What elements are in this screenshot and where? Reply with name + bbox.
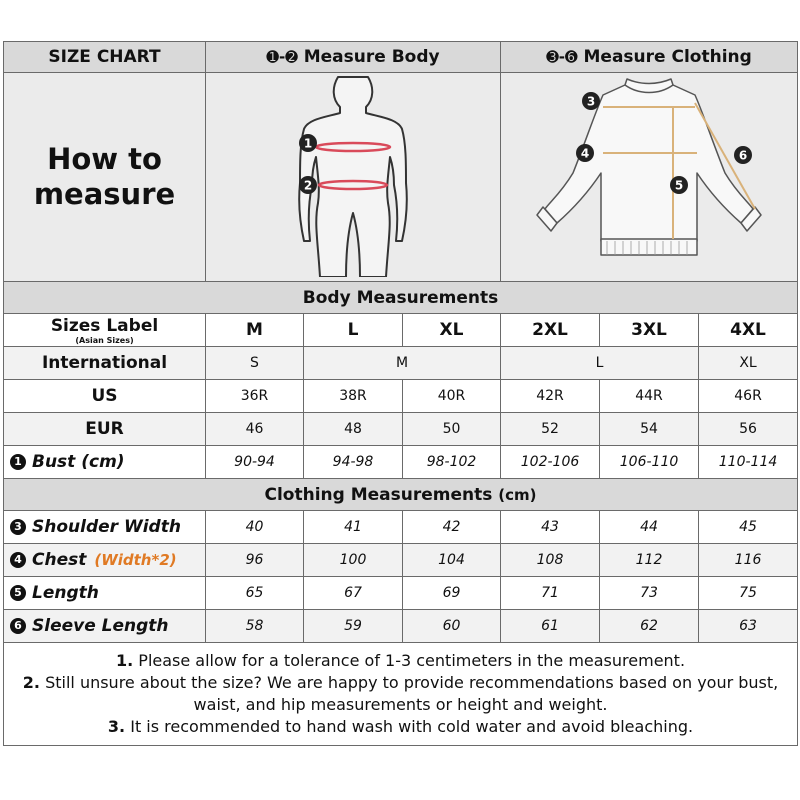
international-value: XL (699, 347, 798, 380)
how-to-measure: How to measure (4, 73, 206, 282)
clothing-measurements-title: Clothing Measurements (cm) (4, 479, 798, 511)
svg-text:5: 5 (674, 178, 684, 193)
size-xl: XL (403, 314, 501, 347)
bust-value: 106-110 (600, 446, 699, 479)
us-value: 46R (699, 380, 798, 413)
body-marker-1 (299, 134, 317, 152)
eur-value: 50 (403, 413, 501, 446)
us-label: US (4, 380, 206, 413)
eur-value: 48 (304, 413, 403, 446)
body-silhouette-icon (208, 73, 498, 277)
svg-text:1: 1 (303, 136, 313, 151)
chest-value: 104 (403, 544, 501, 577)
eur-value: 54 (600, 413, 699, 446)
us-value: 40R (403, 380, 501, 413)
size-chart (3, 41, 797, 759)
sizes-label: Sizes Label (Asian Sizes) (4, 314, 206, 347)
length-value: 69 (403, 577, 501, 610)
bust-row (4, 446, 798, 479)
bust-value: 102-106 (501, 446, 600, 479)
us-row (4, 380, 798, 413)
eur-value: 52 (501, 413, 600, 446)
number-6-icon: 6 (10, 618, 26, 634)
shoulder-value: 41 (304, 511, 403, 544)
international-value: L (501, 347, 699, 380)
chart-title: SIZE CHART (4, 42, 206, 73)
sleeve-label: 6 Sleeve Length (4, 610, 206, 643)
body-measurements-title: Body Measurements (4, 282, 798, 314)
body-figure (206, 73, 501, 282)
eur-value: 56 (699, 413, 798, 446)
notes-row (4, 643, 798, 746)
eur-value: 46 (206, 413, 304, 446)
note-1: 1. Please allow for a tolerance of 1-3 centimeters in the measurement. (115, 651, 686, 670)
sweater-icon (503, 73, 795, 277)
shoulder-value: 45 (699, 511, 798, 544)
shoulder-row (4, 511, 798, 544)
international-label: International (4, 347, 206, 380)
chest-label: 4 Chest (Width*2) (4, 544, 206, 577)
clothing-measurements-band (4, 479, 798, 511)
us-value: 42R (501, 380, 600, 413)
number-3-icon: 3 (10, 519, 26, 535)
chest-value: 108 (501, 544, 600, 577)
chest-value: 96 (206, 544, 304, 577)
measure-body-header: ➊-➋ Measure Body (206, 42, 501, 73)
measure-clothing-header: ➌-➏ Measure Clothing (501, 42, 798, 73)
number-1-icon: 1 (10, 454, 26, 470)
sleeve-value: 61 (501, 610, 600, 643)
chest-value: 116 (699, 544, 798, 577)
size-chart-table (3, 41, 798, 746)
note-2: 2. Still unsure about the size? We are happy to provide recommendations based on your bust, waist, and hip measurements or height and weight. (22, 673, 779, 714)
shoulder-value: 40 (206, 511, 304, 544)
us-value: 44R (600, 380, 699, 413)
length-value: 73 (600, 577, 699, 610)
shoulder-value: 42 (403, 511, 501, 544)
size-l: L (304, 314, 403, 347)
us-value: 36R (206, 380, 304, 413)
length-value: 65 (206, 577, 304, 610)
size-m: M (206, 314, 304, 347)
sleeve-row (4, 610, 798, 643)
sleeve-value: 59 (304, 610, 403, 643)
sleeve-value: 63 (699, 610, 798, 643)
shoulder-value: 43 (501, 511, 600, 544)
body-measurements-band (4, 282, 798, 314)
shoulder-label: 3 Shoulder Width (4, 511, 206, 544)
clothing-marker-4 (576, 144, 594, 162)
body-marker-2 (299, 176, 317, 194)
number-4-icon: 4 (10, 552, 26, 568)
number-5-icon: 5 (10, 585, 26, 601)
sleeve-value: 60 (403, 610, 501, 643)
svg-text:2: 2 (303, 178, 313, 193)
chest-value: 100 (304, 544, 403, 577)
svg-text:6: 6 (738, 148, 748, 163)
bust-value: 110-114 (699, 446, 798, 479)
length-label: 5 Length (4, 577, 206, 610)
chest-note: (Width*2) (94, 551, 177, 569)
clothing-figure (501, 73, 798, 282)
notes (4, 643, 798, 746)
bust-label: 1 Bust (cm) (4, 446, 206, 479)
bust-value: 90-94 (206, 446, 304, 479)
international-value: M (304, 347, 501, 380)
clothing-marker-3 (582, 92, 600, 110)
chest-row (4, 544, 798, 577)
size-3xl: 3XL (600, 314, 699, 347)
international-value: S (206, 347, 304, 380)
illustration-row (4, 73, 798, 282)
header-row (4, 42, 798, 73)
size-2xl: 2XL (501, 314, 600, 347)
international-row (4, 347, 798, 380)
svg-text:3: 3 (586, 94, 596, 109)
svg-text:4: 4 (580, 146, 590, 161)
eur-label: EUR (4, 413, 206, 446)
sizes-label-row (4, 314, 798, 347)
length-value: 67 (304, 577, 403, 610)
size-4xl: 4XL (699, 314, 798, 347)
bust-value: 94-98 (304, 446, 403, 479)
shoulder-value: 44 (600, 511, 699, 544)
length-value: 71 (501, 577, 600, 610)
clothing-marker-6 (734, 146, 752, 164)
length-value: 75 (699, 577, 798, 610)
bust-value: 98-102 (403, 446, 501, 479)
length-row (4, 577, 798, 610)
eur-row (4, 413, 798, 446)
clothing-marker-5 (670, 176, 688, 194)
note-3: 3. It is recommended to hand wash with cold water and avoid bleaching. (107, 717, 694, 736)
chest-value: 112 (600, 544, 699, 577)
sleeve-value: 62 (600, 610, 699, 643)
us-value: 38R (304, 380, 403, 413)
sleeve-value: 58 (206, 610, 304, 643)
